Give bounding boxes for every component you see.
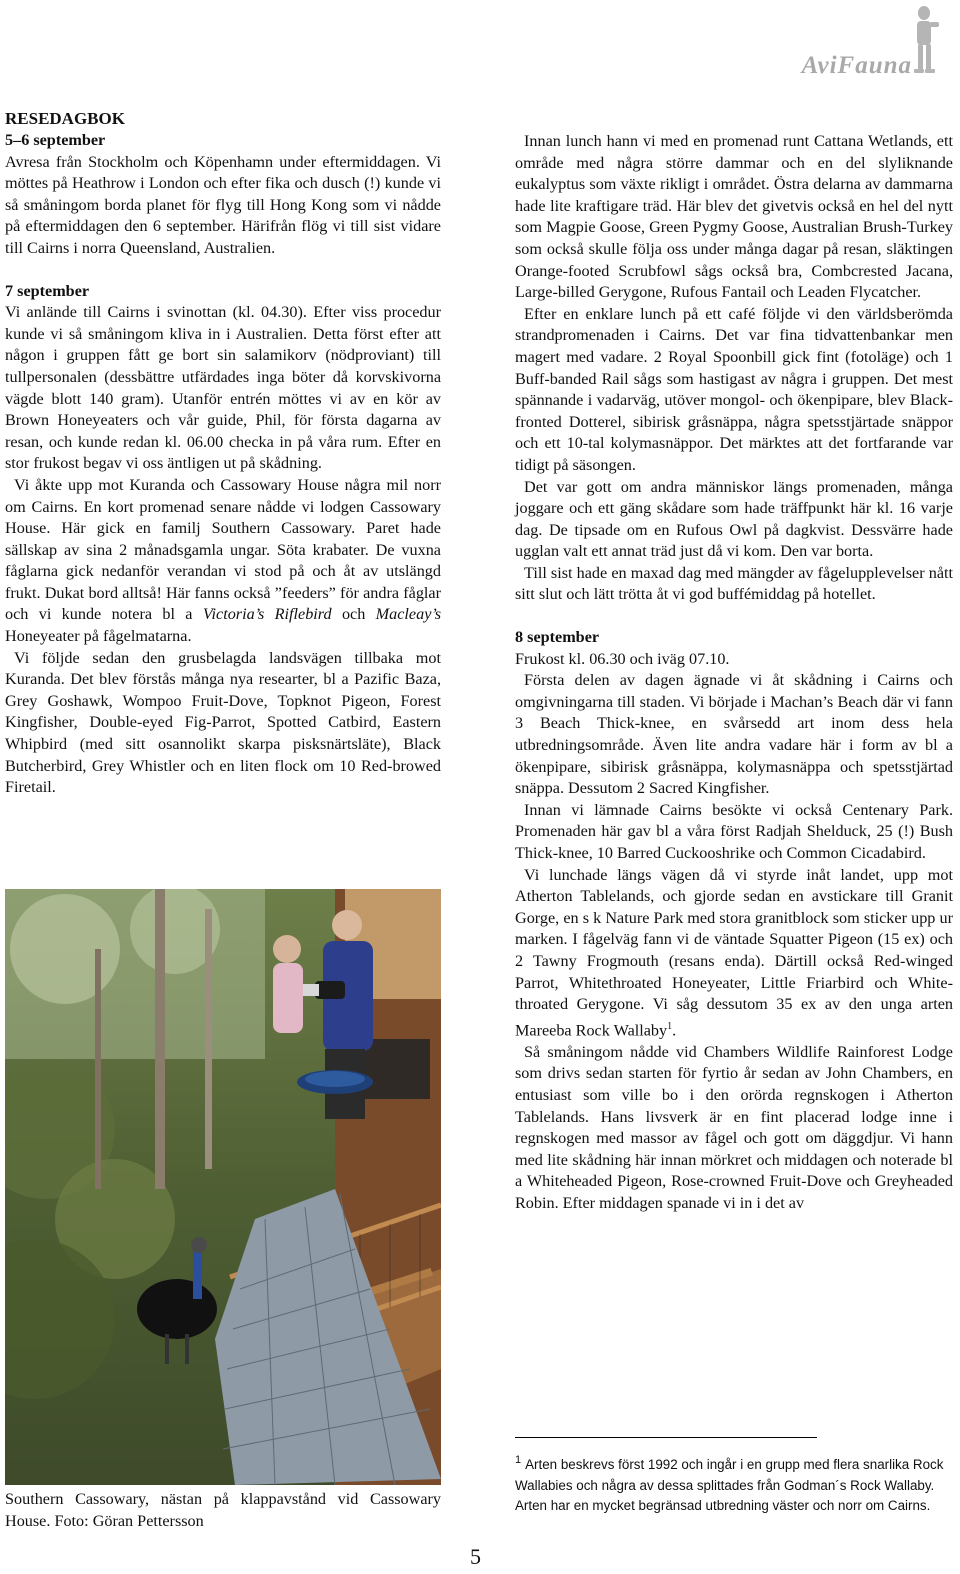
footnote-ref[interactable]: 1 <box>667 1020 673 1032</box>
paragraph: Vi åkte upp mot Kuranda och Cassowary House några mil norr om Cairns. En kort promenad senare nådde vi lodgen Cassowary House. Här gick en familj Southern Cassowary. Paret hade sällskap av sina 2 månadsgamla ungar. Söta krabater. De vuxna fåglarna gick nedanför verandan vi stod på och åt av utslängd frukt. Dukat bord alltså! Här fanns också ”feeders” för andra fåglar och vi kunde notera bl a Victoria’s Riflebird och Macleay’s Honeyeater på fågelmatarna. <box>5 475 441 646</box>
day-heading: 8 september <box>515 628 600 647</box>
paragraph: Första delen av dagen ägnade vi åt skådning i Cairns och omgivningarna till staden. Vi började i Machan’s Beach där vi fann 3 Beach Thick-knee, en svårsedd art inom dess hela utbredningsområde. Även lite andra vadare här i form av bl a ökenpipare, sibirisk gråsnäppa, kolymasnäppa och spetsstjärtad snäppa. Dessutom 2 Sacred Kingfisher. <box>515 671 953 798</box>
logo-wordmark: AviFauna <box>801 52 912 79</box>
cassowary-photo <box>5 889 441 1485</box>
paragraph: Vi lunchade längs vägen då vi styrde inåt landet, upp mot Atherton Tablelands, och gjorde sedan en avstickare till Granit Gorge, en s k Nature Park med stora granitblock som sticker upp ur marken. I fågelväg fann vi de väntade Squatter Pigeon (15 ex) och 2 Tawny Frogmouth (resans enda). Därtill också Red-winged Parrot, Whitethroated Honeyeater, Little Friarbird och White-throated Gerygone. Vi såg dessutom 35 ex av den unga arten Mareeba Rock Wallaby$^1$. <box>515 865 953 1040</box>
paragraph: Det var gott om andra människor längs promenaden, många joggare och ett gäng skådare som hade träffpunkt här kl. 16 varje dag. De tipsade om en Rufous Owl på dagkvist. Dessvärre hade ugglan valt ett annat träd just då vi kom. Den var borta. <box>515 477 953 561</box>
species-name: Macleay’s <box>375 605 441 624</box>
section-title: RESEDAGBOK <box>5 109 125 128</box>
paragraph: Efter en enklare lunch på ett café följde vi den världsberömda strandpromenaden i Cairns. Det var fina tidvattenbankar men magert med vadare. 2 Royal Spoonbill gick fint (fotoläge) och 1 Buff-banded Rail sågs som hastigast av några i gruppen. Det mest spännande i vadarväg, utöver mongol- och ökenpipare, blev Black-fronted Dotterel, sibirisk gråsnäppa, några spetsstjärtade snäppor och ett 10-tal kolymasnäppor. Det märktes att det fortfarande var tidigt på säsongen. <box>515 304 953 474</box>
paragraph: Innan vi lämnade Cairns besökte vi också Centenary Park. Promenaden här gav bl a våra först Radjah Shelduck, 25 (!) Bush Thick-knee, 10 Barred Cuckooshrike och Common Cicadabird. <box>515 800 953 862</box>
species-name: Victoria’s Riflebird <box>202 605 332 624</box>
footnote-marker: 1 <box>515 1454 522 1466</box>
paragraph: Vi anlände till Cairns i svinottan (kl. 04.30). Efter viss procedur kunde vi så småningom kliva in i Australien. Detta först efter att någon i gruppen fått ge bort sin salamikorv (nödproviant) till tullpersonalen (dessbättre utfärdades inga böter då korvskivorna vägde blott 140 gram). Utanför entrén möttes vi av en kör av Brown Honeyeaters och vår guide, Phil, för första dagarna av resan, och kunde redan kl. 06.00 checka in på våra rum. Efter en stor frukost begav vi oss äntligen ut på skådning. <box>5 303 441 473</box>
footnote-divider <box>515 1437 817 1438</box>
footnote <box>515 1450 955 1517</box>
page-number: 5 <box>470 1544 481 1569</box>
day-heading: 5–6 september <box>5 131 106 149</box>
photo-illustration <box>5 889 441 1485</box>
footnote-text: Arten beskrevs först 1992 och ingår i en grupp med flera snarlika Rock Wallabies och några av dessa splittades från Godman´s Rock Wallaby. Arten har en mycket begränsad utbredning väster och norr om Cairns. <box>515 1457 944 1513</box>
paragraph: Avresa från Stockholm och Köpenhamn under eftermiddagen. Vi möttes på Heathrow i London och efter fika och dusch (!) kunde vi så småningom borda planet för flyg till Hong Kong som vi nådde på eftermiddagen den 6 september. Härifrån flög vi till sist vidare till Cairns i norra Queensland, Australien. <box>5 152 441 257</box>
avifauna-logo <box>756 4 946 79</box>
paragraph: Frukost kl. 06.30 och iväg 07.10. <box>515 649 730 668</box>
right-column <box>515 131 953 1214</box>
left-column <box>5 108 441 799</box>
paragraph: Till sist hade en maxad dag med mängder av fågelupplevelser nått sitt slut och lätt trötta åt vi god buffémiddag på hotellet. <box>515 563 953 604</box>
paragraph: Vi följde sedan den grusbelagda landsvägen tillbaka mot Kuranda. Det blev förstås många nya researter, bl a Pazific Baza, Grey Goshawk, Wompoo Fruit-Dove, Topknot Pigeon, Forest Kingfisher, Double-eyed Fig-Parrot, Spotted Catbird, Eastern Whipbird (med sitt osannolikt skarpa pisksnärtsläte), Black Butcherbird, Grey Whistler och en liten flock om 10 Red-browed Firetail. <box>5 648 441 797</box>
paragraph: Innan lunch hann vi med en promenad runt Cattana Wetlands, ett område med några större dammar och en del slyliknande eukalyptus som växte rikligt i området. Östra delarna av dammarna hade lite kraftigare träd. Här blev det givetvis också en hel del nytt som Magpie Goose, Green Pygmy Goose, Australian Brush-Turkey som också skulle följa oss under många dagar på resan, släktingen Orange-footed Scrubfowl sågs också bra, Combcrested Jacana, Large-billed Gerygone, Rufous Fantail och Leaden Flycatcher. <box>515 132 953 302</box>
day-heading: 7 september <box>5 281 90 300</box>
paragraph: Så småningom nådde vid Chambers Wildlife Rainforest Lodge som drivs sedan starten för fyrtio år sedan av John Chambers, en entusiast som ville bo i den orörda regnskogen i Atherton Tablelands. Hans livsverk är en fint placerad lodge inne i regnskogen med massor av fågel och gott om däggdjur. Vi hann med lite skådning här innan mörkret och middagen och noterade bl a Whiteheaded Pigeon, Rose-crowned Fruit-Dove och Greyheaded Robin. Efter middagen spanade vi in i det av <box>515 1042 953 1212</box>
photo-caption: Southern Cassowary, nästan på klappavstånd vid Cassowary House. Foto: Göran Pettersson <box>5 1490 441 1530</box>
